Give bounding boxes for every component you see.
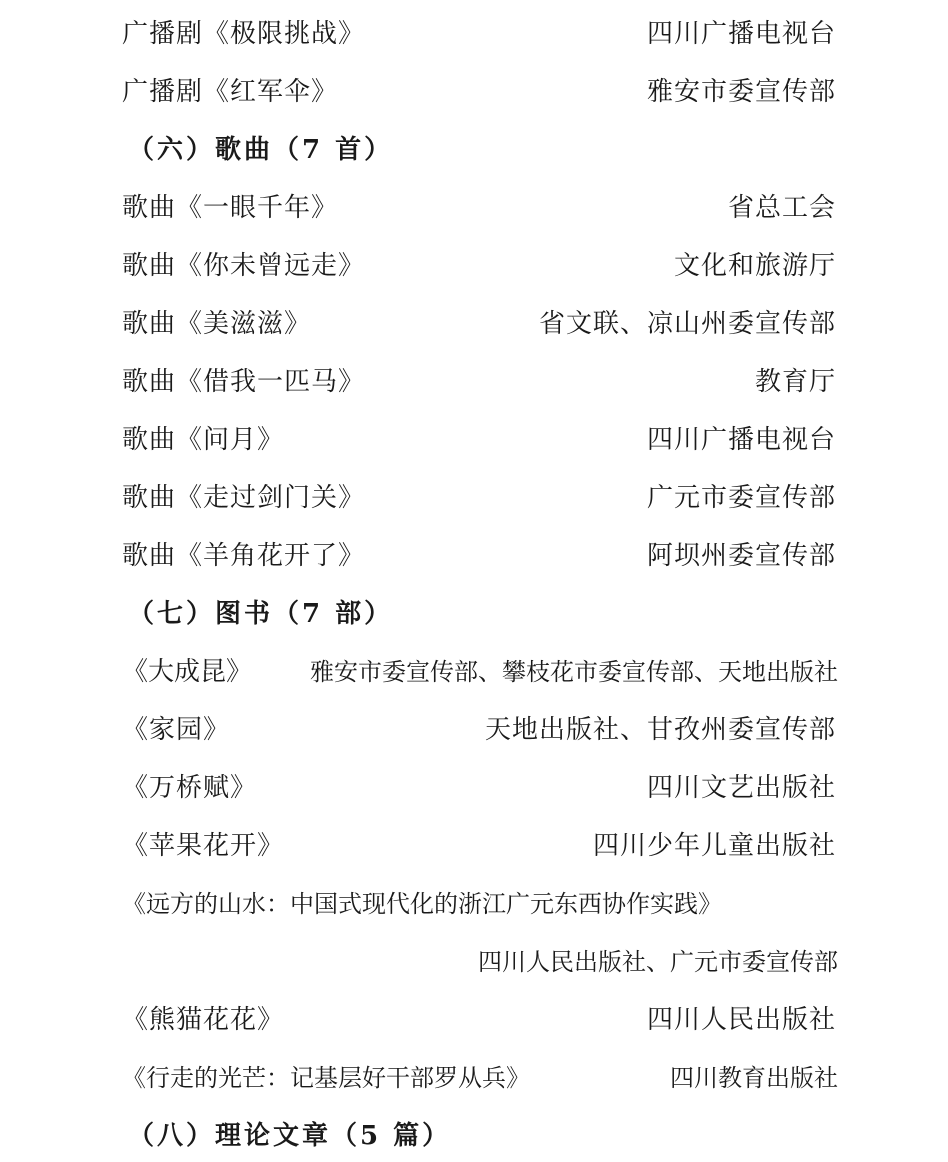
list-item — [0, 420, 948, 460]
work-organization: 四川人民出版社 — [646, 1005, 836, 1035]
list-item — [0, 478, 948, 518]
work-organization: 天地出版社、甘孜州委宣传部 — [484, 715, 836, 745]
work-title: 《家园》 — [122, 715, 231, 745]
work-organization: 雅安市委宣传部 — [646, 77, 836, 107]
work-title: 歌曲《一眼千年》 — [122, 193, 339, 223]
work-organization: 教育厅 — [754, 367, 836, 397]
section-heading-text: （七）图书（7 部） — [128, 599, 394, 629]
list-item — [0, 536, 948, 576]
work-organization: 四川广播电视台 — [646, 19, 836, 49]
work-organization: 省文联、凉山州委宣传部 — [538, 309, 836, 339]
work-title: 广播剧《红军伞》 — [122, 77, 339, 107]
list-item — [0, 884, 948, 924]
list-item — [0, 1000, 948, 1040]
work-organization: 四川广播电视台 — [646, 425, 836, 455]
work-title: 《行走的光芒：记基层好干部罗从兵》 — [122, 1064, 530, 1092]
list-item — [0, 942, 948, 982]
list-item — [0, 246, 948, 286]
section-heading — [0, 594, 948, 634]
work-title: 《苹果花开》 — [122, 831, 285, 861]
work-organization: 四川人民出版社、广元市委宣传部 — [478, 948, 838, 976]
section-heading-text: （六）歌曲（7 首） — [128, 135, 394, 165]
work-organization: 广元市委宣传部 — [646, 483, 836, 513]
work-organization: 四川教育出版社 — [670, 1064, 838, 1092]
work-title: 歌曲《走过剑门关》 — [122, 483, 366, 513]
list-item — [0, 826, 948, 866]
list-item — [0, 362, 948, 402]
section-heading — [0, 130, 948, 170]
list-item — [0, 72, 948, 112]
list-item — [0, 14, 948, 54]
section-heading — [0, 1116, 948, 1156]
work-title: 《大成昆》 — [122, 657, 253, 687]
section-heading-text: （八）理论文章（5 篇） — [128, 1121, 452, 1151]
work-organization: 雅安市委宣传部、攀枝花市委宣传部、天地出版社 — [310, 658, 838, 686]
list-item — [0, 710, 948, 750]
work-organization: 四川少年儿童出版社 — [592, 831, 836, 861]
work-organization: 文化和旅游厅 — [673, 251, 836, 281]
work-title: 歌曲《你未曾远走》 — [122, 251, 366, 281]
work-organization: 四川文艺出版社 — [646, 773, 836, 803]
work-title: 《远方的山水：中国式现代化的浙江广元东西协作实践》 — [122, 890, 722, 918]
list-item — [0, 652, 948, 692]
work-title: 广播剧《极限挑战》 — [122, 19, 366, 49]
work-title: 《熊猫花花》 — [122, 1005, 285, 1035]
work-title: 歌曲《问月》 — [122, 425, 285, 455]
work-title: 歌曲《羊角花开了》 — [122, 541, 366, 571]
work-title: 歌曲《借我一匹马》 — [122, 367, 366, 397]
list-item — [0, 304, 948, 344]
list-item — [0, 768, 948, 808]
work-organization: 省总工会 — [727, 193, 836, 223]
list-item — [0, 1058, 948, 1098]
work-organization: 阿坝州委宣传部 — [646, 541, 836, 571]
work-title: 《万桥赋》 — [122, 773, 258, 803]
work-title: 歌曲《美滋滋》 — [122, 309, 312, 339]
list-item — [0, 188, 948, 228]
